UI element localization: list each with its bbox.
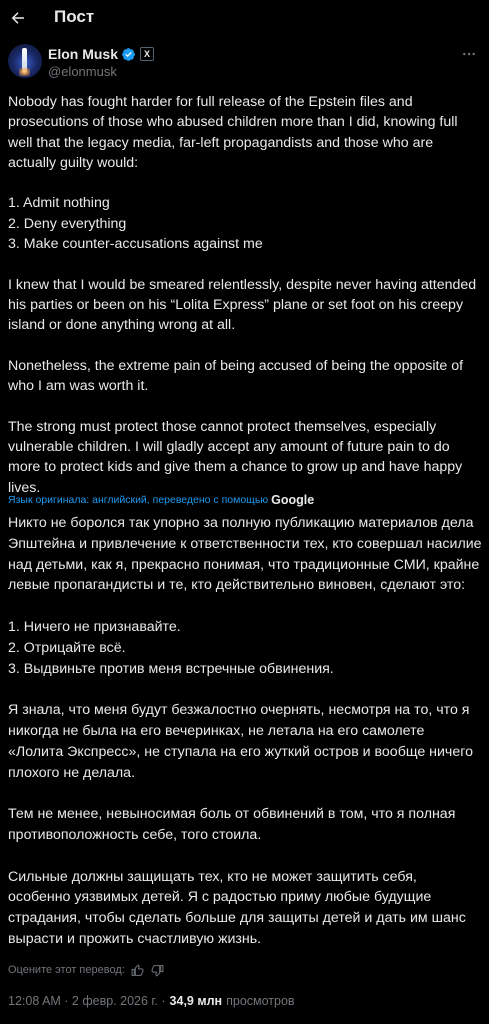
author-handle[interactable]: @elonmusk bbox=[48, 64, 117, 79]
tweet-paragraph: I knew that I would be smeared relentlessly, despite never having attended his parties or been on his “Lolita Express” plane or set foot on his creepy island or done anything wrong at all. bbox=[8, 276, 477, 334]
tweet-list-item: 3. Make counter-accusations against me bbox=[8, 236, 263, 253]
translated-list-item: 2. Отрицайте всё. bbox=[8, 639, 126, 656]
more-button[interactable] bbox=[461, 46, 477, 62]
more-dots-icon bbox=[461, 46, 477, 62]
translated-paragraph: Никто не боролся так упорно за полную публикацию материалов дела Эпштейна и привлечение к ответственности тех, кто совершал насилие над детьми, как я, прекрасно понимая, что традиционные СМИ, крайне левые пропагандисты и те, кто действительно виновен, сделают это: bbox=[8, 515, 482, 594]
avatar[interactable] bbox=[8, 44, 42, 78]
translated-list-item: 3. Выдвиньте против меня встречные обвинения. bbox=[8, 660, 334, 677]
views-count: 34,9 млн bbox=[169, 994, 223, 1008]
views-label: просмотров bbox=[226, 994, 295, 1008]
tweet-paragraph: Nobody has fought harder for full release of the Epstein files and prosecutions of those who abused children more than I did, knowing full well that the legacy media, far-left propagandists and those who are actually guilty would: bbox=[8, 94, 458, 171]
rate-translation-label: Оцените этот перевод: bbox=[8, 964, 125, 976]
rate-translation-row bbox=[8, 962, 165, 978]
translated-list-item: 1. Ничего не признавайте. bbox=[8, 618, 181, 635]
tweet-timestamp[interactable]: 12:08 AM · 2 февр. 2026 г. · bbox=[8, 994, 166, 1008]
tweet-paragraph: The strong must protect those cannot protect themselves, especially vulnerable children. I will gladly accept any amount of future pain to do more to protect kids and give them a chance to grow up and have happy lives. bbox=[8, 418, 463, 496]
author-name-line bbox=[48, 45, 154, 63]
author-row bbox=[8, 44, 481, 82]
verified-badge-icon bbox=[121, 47, 136, 62]
thumbs-up-icon bbox=[131, 964, 144, 977]
avatar-glow bbox=[19, 68, 30, 76]
translated-paragraph: Сильные должны защищать тех, кто не может защитить себя, особенно уязвимых детей. Я с радостью приму любые будущие страдания, чтобы сделать больше для защиты детей и дать им шанс вырасти и прожить счастливую жизнь. bbox=[8, 868, 466, 947]
translation-note bbox=[8, 492, 314, 508]
back-button[interactable] bbox=[8, 8, 28, 28]
thumbs-down-icon bbox=[151, 964, 164, 977]
thumbs-up-button[interactable] bbox=[131, 963, 145, 977]
arrow-left-icon bbox=[9, 9, 27, 27]
translation-note-text[interactable]: Язык оригинала: английский, переведено с помощью bbox=[8, 494, 269, 506]
tweet-list-item: 1. Admit nothing bbox=[8, 195, 110, 212]
x-affiliation-badge: X bbox=[140, 47, 154, 61]
tweet-paragraph: Nonetheless, the extreme pain of being accused of being the opposite of who I am was worth it. bbox=[8, 357, 464, 395]
author-info bbox=[48, 45, 154, 79]
author-name[interactable]: Elon Musk bbox=[48, 46, 119, 62]
page-title: Пост bbox=[54, 7, 95, 26]
tweet-original-text bbox=[8, 92, 482, 498]
translated-paragraph: Тем не менее, невыносимая боль от обвинений в том, что я полная противоположность себе, того стоила. bbox=[8, 806, 456, 843]
top-bar bbox=[0, 0, 489, 36]
translated-paragraph: Я знала, что меня будут безжалостно очернять, несмотря на то, что я никогда не была на его вечеринках, не летала на его самолете «Лолита Экспресс», не ступала на его жуткий остров и вообще ничего плохого не делала. bbox=[8, 702, 473, 781]
google-logo: Google bbox=[271, 493, 315, 507]
tweet-meta-row bbox=[8, 992, 295, 1010]
thumbs-down-button[interactable] bbox=[151, 963, 165, 977]
tweet-list-item: 2. Deny everything bbox=[8, 215, 127, 232]
tweet-translated-text bbox=[8, 513, 482, 950]
